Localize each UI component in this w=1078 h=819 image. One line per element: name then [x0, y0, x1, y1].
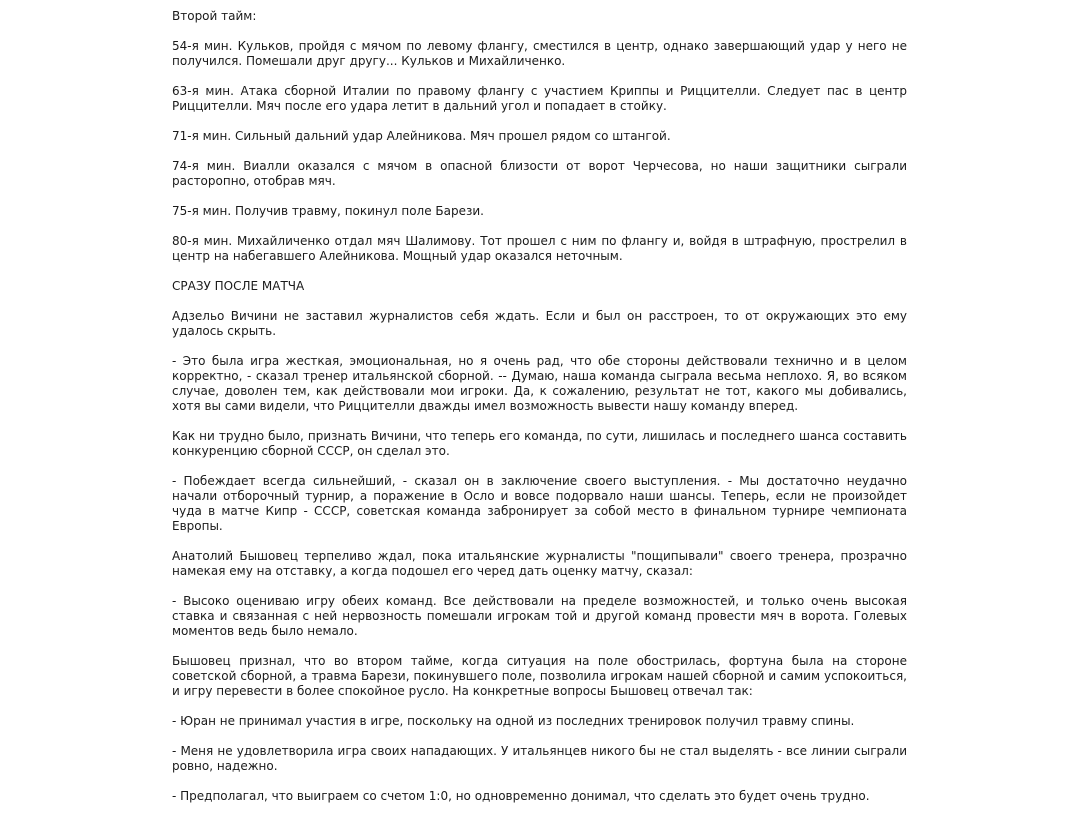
match-event-80: 80-я мин. Михайличенко отдал мяч Шалимову. Тот прошел с ним по флангу и, войдя в штрафную, прострелил в центр на набегавшего Алейникова. Мощный удар оказался неточным. — [172, 234, 907, 263]
quote-vicini-1: - Это была игра жесткая, эмоциональная, но я очень рад, что обе стороны действовали технично и в целом корректно, - сказал тренер итальянской сборной. -- Думаю, наша команда сыграла весьма неплохо. Я, во всяком случае, доволен тем, как действовали мои игроки. Да, к сожалению, результат не тот, какого мы добивались, хотя вы сами видели, что Риццителли дважды имел возможность вывести нашу команду вперед. — [172, 354, 907, 413]
quote-byshovets-1: - Высоко оцениваю игру обеих команд. Все действовали на пределе возможностей, и только очень высокая ставка и связанная с ней нервозность помешали игрокам той и другой команд провести мяч в ворота. Голевых моментов ведь было немало. — [172, 594, 907, 638]
paragraph-vicini-admit: Как ни трудно было, признать Вичини, что теперь его команда, по сути, лишилась и последнего шанса составить конкуренцию сборной СССР, он сделал это. — [172, 429, 907, 458]
quote-byshovets-forwards: - Меня не удовлетворила игра своих нападающих. У итальянцев никого бы не стал выделять - все линии сыграли ровно, надежно. — [172, 744, 907, 773]
article-body — [172, 9, 907, 819]
quote-vicini-2: - Побеждает всегда сильнейший, - сказал он в заключение своего выступления. - Мы достаточно неудачно начали отборочный турнир, а поражение в Осло и вовсе подорвало наши шансы. Теперь, если не произойдет чуда в матче Кипр - СССР, советская команда забронирует за собой место в финальном турнире чемпионата Европы. — [172, 474, 907, 533]
match-event-63: 63-я мин. Атака сборной Италии по правому флангу с участием Криппы и Риццителли. Следует пас в центр Риццителли. Мяч после его удара летит в дальний угол и попадает в стойку. — [172, 84, 907, 113]
section-label-second-half: Второй тайм: — [172, 9, 257, 23]
paragraph-vicini-intro: Адзельо Вичини не заставил журналистов себя ждать. Если и был он расстроен, то от окружающих это ему удалось скрыть. — [172, 309, 907, 338]
match-event-54: 54-я мин. Кульков, пройдя с мячом по левому флангу, сместился в центр, однако завершающий удар у него не получился. Помешали друг другу... Кульков и Михайличенко. — [172, 39, 907, 68]
quote-byshovets-score: - Предполагал, что выиграем со счетом 1:0, но одновременно донимал, что сделать это будет очень трудно. — [172, 789, 870, 803]
match-event-74: 74-я мин. Виалли оказался с мячом в опасной близости от ворот Черчесова, но наши защитники сыграли расторопно, отобрав мяч. — [172, 159, 907, 188]
paragraph-byshovets-admit: Бышовец признал, что во втором тайме, когда ситуация на поле обострилась, фортуна была на стороне советской сборной, а травма Барези, покинувшего поле, позволила игрокам нашей сборной и самим успокоиться, и игру перевести в более спокойное русло. На конкретные вопросы Бышовец отвечал так: — [172, 654, 907, 698]
paragraph-byshovets-intro: Анатолий Бышовец терпеливо ждал, пока итальянские журналисты "пощипывали" своего тренера, прозрачно намекая ему на отставку, а когда подошел его черед дать оценку матчу, сказал: — [172, 549, 907, 578]
match-event-71: 71-я мин. Сильный дальний удар Алейникова. Мяч прошел рядом со штангой. — [172, 129, 671, 143]
match-event-75: 75-я мин. Получив травму, покинул поле Барези. — [172, 204, 484, 218]
section-heading-after-match: СРАЗУ ПОСЛЕ МАТЧА — [172, 279, 305, 293]
quote-byshovets-yuran: - Юран не принимал участия в игре, поскольку на одной из последних тренировок получил травму спины. — [172, 714, 855, 728]
